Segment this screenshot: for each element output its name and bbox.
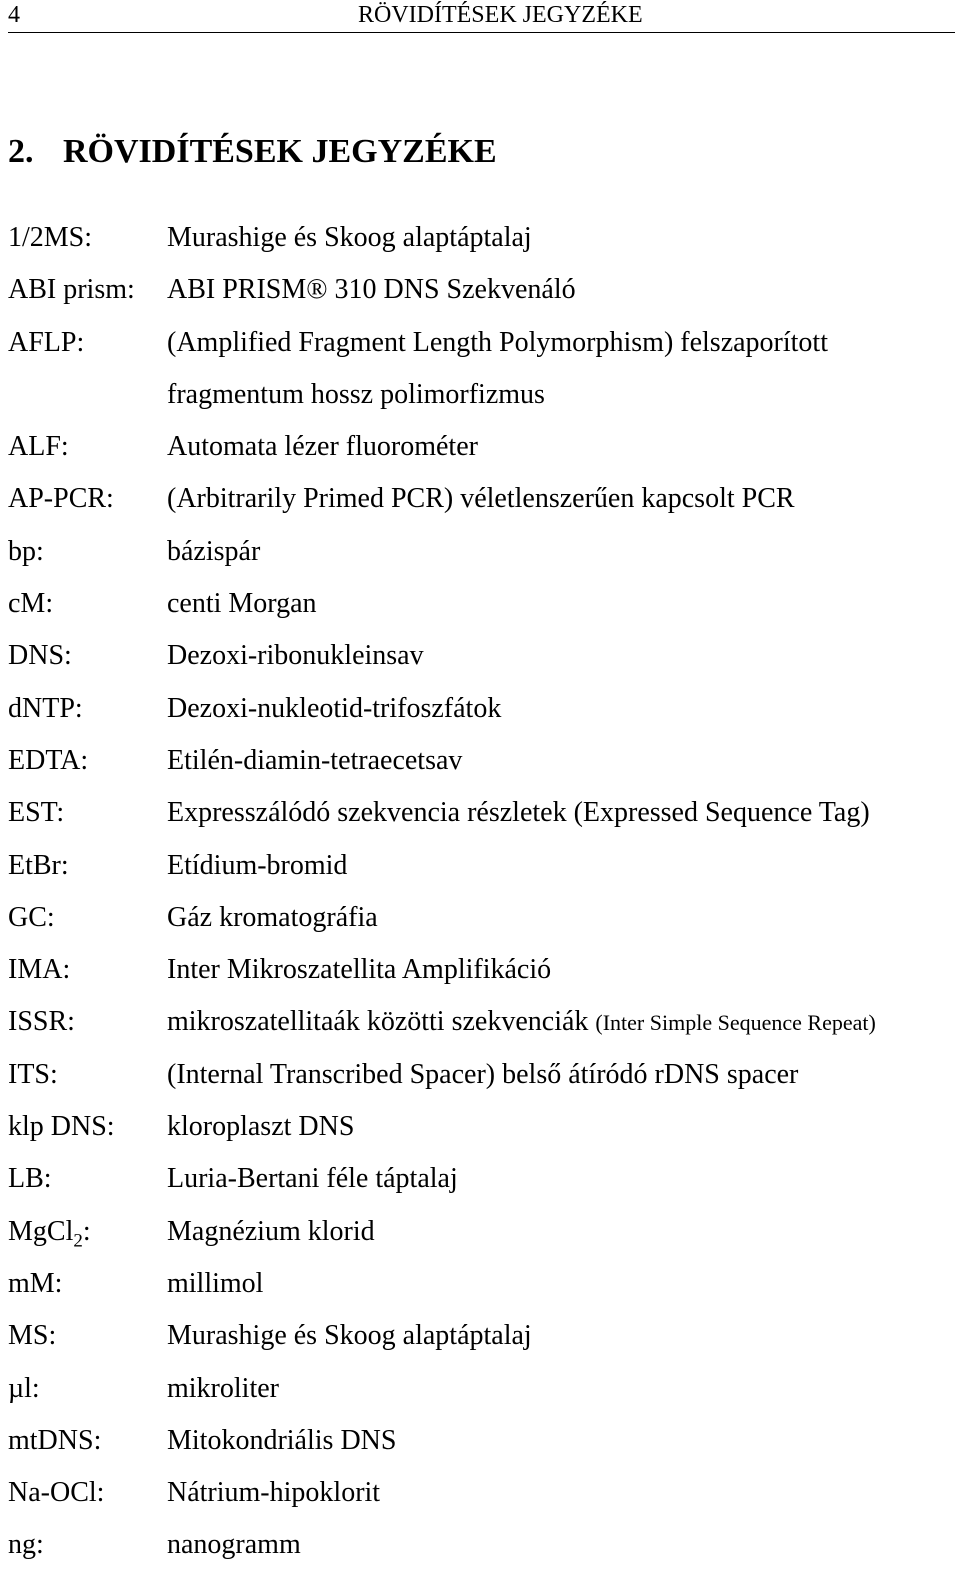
page-number: 4 bbox=[8, 2, 20, 28]
abbreviation-row bbox=[8, 735, 958, 787]
abbreviation-term: ISSR: bbox=[8, 1006, 75, 1038]
abbreviation-row bbox=[8, 1101, 958, 1153]
abbreviation-row bbox=[8, 1415, 958, 1467]
abbreviation-term: mtDNS: bbox=[8, 1424, 102, 1456]
abbreviation-row bbox=[8, 526, 958, 578]
abbreviation-definition bbox=[167, 317, 828, 422]
definition-line-continued: fragmentum hossz polimorfizmus bbox=[167, 378, 545, 410]
abbreviation-list bbox=[8, 212, 958, 1572]
abbreviation-row bbox=[8, 1363, 958, 1415]
abbreviation-term: DNS: bbox=[8, 640, 72, 672]
abbreviation-row bbox=[8, 1258, 958, 1310]
abbreviation-row bbox=[8, 996, 958, 1048]
definition-note: (Inter Simple Sequence Repeat) bbox=[595, 1010, 876, 1036]
definition-line: (Amplified Fragment Length Polymorphism) felszaporított bbox=[167, 326, 828, 358]
abbreviation-row bbox=[8, 317, 958, 422]
abbreviation-row bbox=[8, 892, 958, 944]
abbreviation-row bbox=[8, 1206, 958, 1258]
abbreviation-definition: Automata lézer fluorométer bbox=[167, 431, 478, 463]
term-base: MgCl bbox=[8, 1215, 74, 1247]
abbreviation-row bbox=[8, 1519, 958, 1571]
abbreviation-definition: nanogramm bbox=[167, 1529, 301, 1561]
abbreviation-definition: kloroplaszt DNS bbox=[167, 1111, 355, 1143]
abbreviation-term: µl: bbox=[8, 1372, 40, 1404]
abbreviation-term: ABI prism: bbox=[8, 274, 135, 306]
abbreviation-definition: Murashige és Skoog alaptáptalaj bbox=[167, 1320, 532, 1352]
section-title: RÖVIDÍTÉSEK JEGYZÉKE bbox=[63, 132, 497, 170]
abbreviation-term: ALF: bbox=[8, 431, 69, 463]
abbreviation-definition bbox=[167, 996, 876, 1049]
abbreviation-row bbox=[8, 1049, 958, 1101]
abbreviation-row bbox=[8, 578, 958, 630]
abbreviation-term: mM: bbox=[8, 1267, 63, 1299]
abbreviation-row bbox=[8, 473, 958, 525]
abbreviation-definition: Luria-Bertani féle táptalaj bbox=[167, 1163, 458, 1195]
abbreviation-row bbox=[8, 1467, 958, 1519]
abbreviation-term: IMA: bbox=[8, 954, 71, 986]
abbreviation-definition: (Arbitrarily Primed PCR) véletlenszerűen kapcsolt PCR bbox=[167, 483, 795, 515]
section-number: 2. bbox=[8, 132, 34, 170]
running-header-title: RÖVIDÍTÉSEK JEGYZÉKE bbox=[358, 2, 643, 28]
running-header bbox=[8, 0, 955, 33]
abbreviation-term: EST: bbox=[8, 797, 65, 829]
abbreviation-term: ITS: bbox=[8, 1058, 58, 1090]
abbreviation-term: bp: bbox=[8, 535, 44, 567]
abbreviation-row bbox=[8, 840, 958, 892]
abbreviation-term: GC: bbox=[8, 901, 55, 933]
abbreviation-definition: Murashige és Skoog alaptáptalaj bbox=[167, 222, 532, 253]
abbreviation-definition: Dezoxi-nukleotid-trifoszfátok bbox=[167, 692, 502, 724]
abbreviation-term: LB: bbox=[8, 1163, 52, 1195]
abbreviation-row bbox=[8, 630, 958, 682]
abbreviation-definition: Inter Mikroszatellita Amplifikáció bbox=[167, 954, 552, 986]
abbreviation-term: MS: bbox=[8, 1320, 57, 1352]
abbreviation-row bbox=[8, 683, 958, 735]
abbreviation-term: dNTP: bbox=[8, 692, 83, 724]
abbreviation-row bbox=[8, 787, 958, 839]
abbreviation-term: EDTA: bbox=[8, 744, 89, 776]
abbreviation-term: 1/2MS: bbox=[8, 222, 93, 253]
abbreviation-term: ng: bbox=[8, 1529, 44, 1561]
abbreviation-definition: Gáz kromatográfia bbox=[167, 901, 378, 933]
abbreviation-definition: Mitokondriális DNS bbox=[167, 1424, 397, 1456]
abbreviation-term: EtBr: bbox=[8, 849, 69, 881]
abbreviation-term: AFLP: bbox=[8, 326, 85, 358]
abbreviation-definition: Dezoxi-ribonukleinsav bbox=[167, 640, 424, 672]
abbreviation-row bbox=[8, 1153, 958, 1205]
abbreviation-definition: ABI PRISM® 310 DNS Szekvenáló bbox=[167, 274, 576, 306]
abbreviation-row bbox=[8, 421, 958, 473]
abbreviation-row bbox=[8, 944, 958, 996]
abbreviation-term: AP-PCR: bbox=[8, 483, 114, 515]
abbreviation-definition: Etilén-diamin-tetraecetsav bbox=[167, 744, 463, 776]
abbreviation-row bbox=[8, 1310, 958, 1362]
abbreviation-term: klp DNS: bbox=[8, 1111, 115, 1143]
term-subscript: 2 bbox=[73, 1230, 83, 1252]
abbreviation-definition: Expresszálódó szekvencia részletek (Expressed Sequence Tag) bbox=[167, 797, 870, 829]
abbreviation-term: Na-OCl: bbox=[8, 1477, 105, 1509]
abbreviation-definition: bázispár bbox=[167, 535, 261, 567]
abbreviation-definition: Nátrium-hipoklorit bbox=[167, 1477, 381, 1509]
abbreviation-definition: millimol bbox=[167, 1267, 264, 1299]
abbreviation-definition: Etídium-bromid bbox=[167, 849, 348, 881]
abbreviation-definition: (Internal Transcribed Spacer) belső átíródó rDNS spacer bbox=[167, 1058, 799, 1090]
abbreviation-definition: centi Morgan bbox=[167, 588, 317, 620]
section-heading bbox=[8, 127, 497, 177]
abbreviation-definition: Magnézium klorid bbox=[167, 1215, 375, 1247]
definition-text: mikroszatellitaák közötti szekvenciák bbox=[167, 1006, 589, 1038]
term-suffix: : bbox=[82, 1215, 91, 1247]
abbreviation-row bbox=[8, 264, 958, 316]
abbreviation-row bbox=[8, 212, 958, 264]
abbreviation-term bbox=[8, 1206, 91, 1258]
abbreviation-definition: mikroliter bbox=[167, 1372, 279, 1404]
abbreviation-term: cM: bbox=[8, 588, 54, 620]
